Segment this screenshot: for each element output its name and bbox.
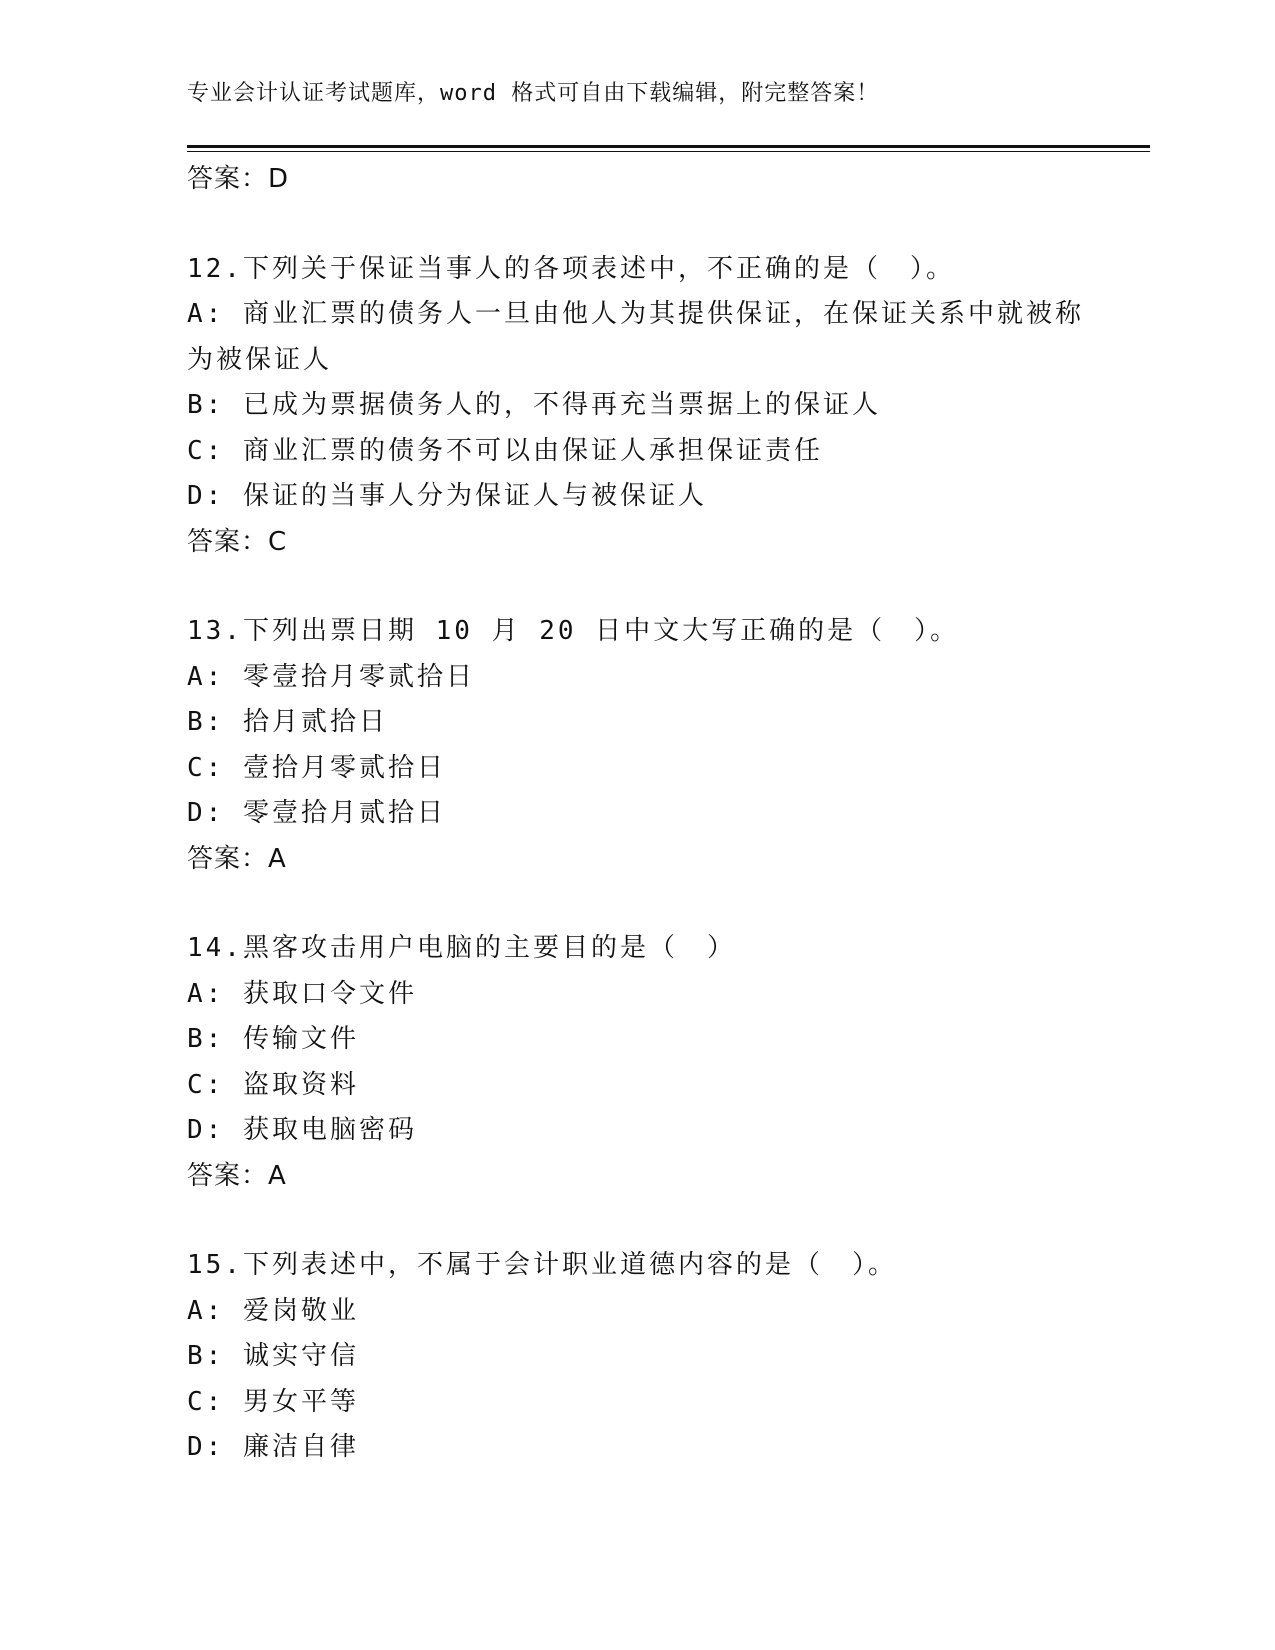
option-line: A: 零壹拾月零贰拾日 [187,661,475,692]
spacer [187,565,1087,609]
option-line: D: 保证的当事人分为保证人与被保证人 [187,481,707,511]
answer-line: 答案：D [187,164,290,194]
question-list [187,157,1087,1471]
answer-line: 答案：A [187,843,287,874]
option-line: B: 已成为票据债务人的，不得再充当票据上的保证人 [187,390,881,420]
option-line: C: 壹拾月零贰拾日 [187,752,446,783]
answer-line: 答案：C [187,526,288,557]
option-line: A: 商业汇票的债务人一旦由他人为其提供保证，在保证关系中就被称 [187,299,1084,329]
question-stem: 15.下列表述中，不属于会计职业道德内容的是（ ）。 [187,1250,897,1280]
option-line: D: 获取电脑密码 [187,1115,417,1145]
option-line: B: 诚实守信 [187,1341,359,1371]
question-stem: 12.下列关于保证当事人的各项表述中，不正确的是（ ）。 [187,253,955,284]
option-line: C: 商业汇票的债务不可以由保证人承担保证责任 [187,435,823,466]
option-line: B: 传输文件 [187,1024,359,1054]
question-block [187,926,1087,1199]
page-header: 专业会计认证考试题库，word 格式可自由下载编辑，附完整答案！ [187,81,880,106]
answer-line: 答案：A [187,1160,287,1191]
spacer [187,203,1087,247]
option-line: D: 廉洁自律 [187,1432,359,1462]
option-line: A: 获取口令文件 [187,978,417,1009]
spacer [187,1199,1087,1243]
header-divider-thin [187,151,1150,152]
option-line: B: 拾月贰拾日 [187,707,388,737]
header-divider-thick [187,145,1150,148]
option-line: D: 零壹拾月贰拾日 [187,798,446,828]
question-block [187,609,1087,882]
question-block [187,1243,1087,1471]
question-stem: 13.下列出票日期 10 月 20 日中文大写正确的是（ ）。 [187,616,960,646]
question-stem: 14.黑客攻击用户电脑的主要目的是（ ） [187,933,736,963]
option-line: 为被保证人 [187,344,333,375]
question-block [187,247,1087,566]
option-line: C: 盗取资料 [187,1069,359,1100]
option-line: C: 男女平等 [187,1386,359,1417]
option-line: A: 爱岗敬业 [187,1295,359,1326]
spacer [187,882,1087,926]
